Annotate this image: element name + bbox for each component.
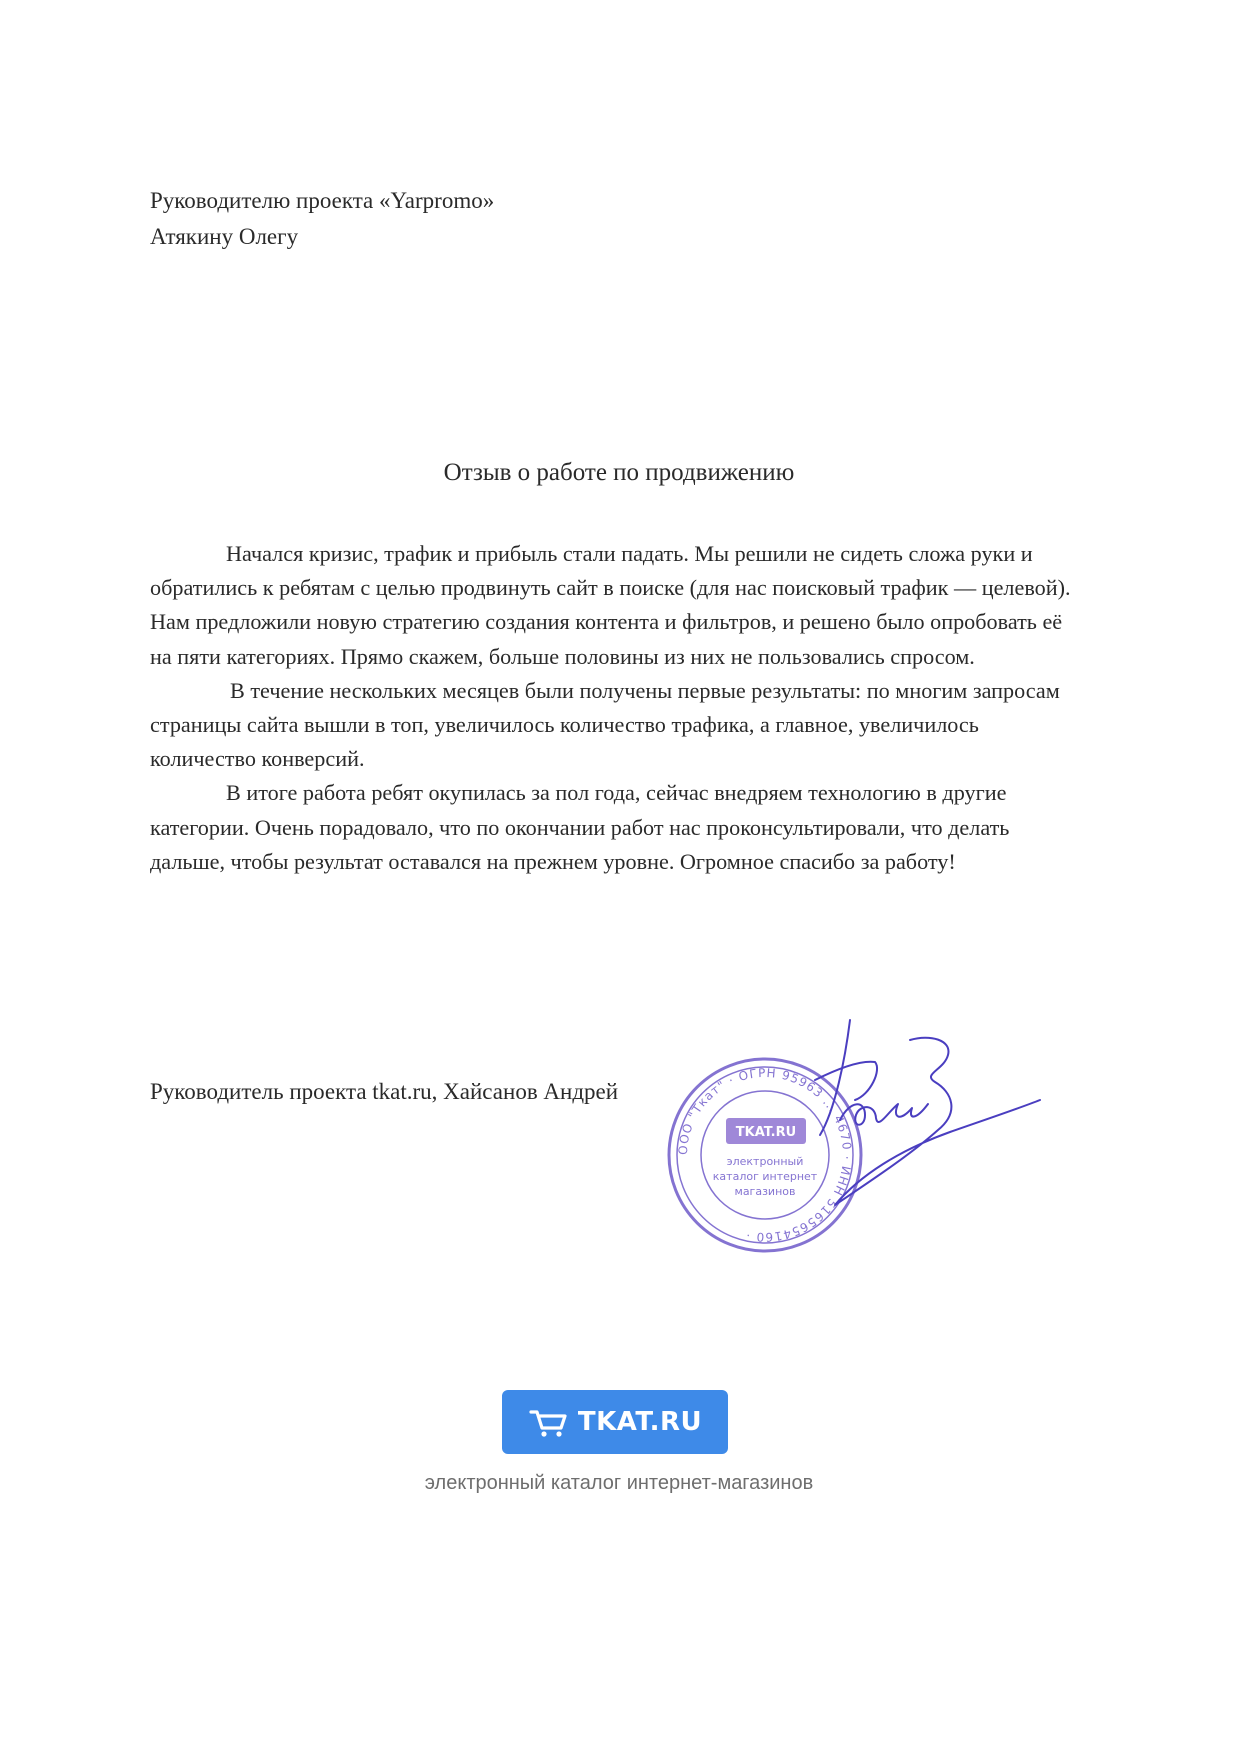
paragraph-2: В течение нескольких месяцев были получены первые результаты: по многим запросам страницы сайта вышли в топ, увеличилось количество трафика, а главное, увеличилось количество конверсий. <box>150 677 1060 772</box>
addressee-block <box>150 183 494 255</box>
addressee-line-1: Руководителю проекта «Yarpromo» <box>150 188 495 213</box>
svg-text:ООО "Ткат" · ОГРН 95963 ... 46: ООО "Ткат" · ОГРН 95963 ... 4670 · ИНН 5165654160 · <box>675 1065 855 1245</box>
brand-tagline: электронный каталог интернет-магазинов <box>424 1472 814 1494</box>
svg-text:каталог интернет: каталог интернет <box>712 1170 818 1183</box>
tkat-logo <box>502 1390 728 1454</box>
document-title: Отзыв о работе по продвижению <box>443 459 795 486</box>
addressee-line-2: Атякину Олегу <box>150 224 299 249</box>
svg-text:TKAT.RU: TKAT.RU <box>735 1125 797 1140</box>
paragraph-1: Начался кризис, трафик и прибыль стали падать. Мы решили не сидеть сложа руки и обратились к ребятам с целью продвинуть сайт в поиске (для нас поисковый трафик — целевой). Нам предложили новую стратегию создания контента и фильтров, и решено было опробовать её на пяти категориях. Прямо скажем, больше половины из них не пользовались спросом. <box>150 541 1071 669</box>
brand-name: TKAT.RU <box>577 1407 703 1437</box>
paragraph-3: В итоге работа ребят окупилась за пол года, сейчас внедряем технологию в другие категории. Очень порадовало, что по окончании работ нас проконсультировали, что делать дальше, чтобы результат оставался на прежнем уровне. Огромное спасибо за работу! <box>150 780 1010 874</box>
svg-text:электронный: электронный <box>726 1155 804 1168</box>
svg-text:магазинов: магазинов <box>734 1185 796 1198</box>
signature-line: Руководитель проекта tkat.ru, Хайсанов Андрей <box>150 1079 619 1104</box>
handwritten-signature <box>815 1020 1040 1205</box>
company-stamp <box>660 1000 1110 1260</box>
cart-icon <box>528 1406 568 1438</box>
stamp-and-signature <box>660 1000 1110 1260</box>
letter-body <box>150 537 1080 879</box>
